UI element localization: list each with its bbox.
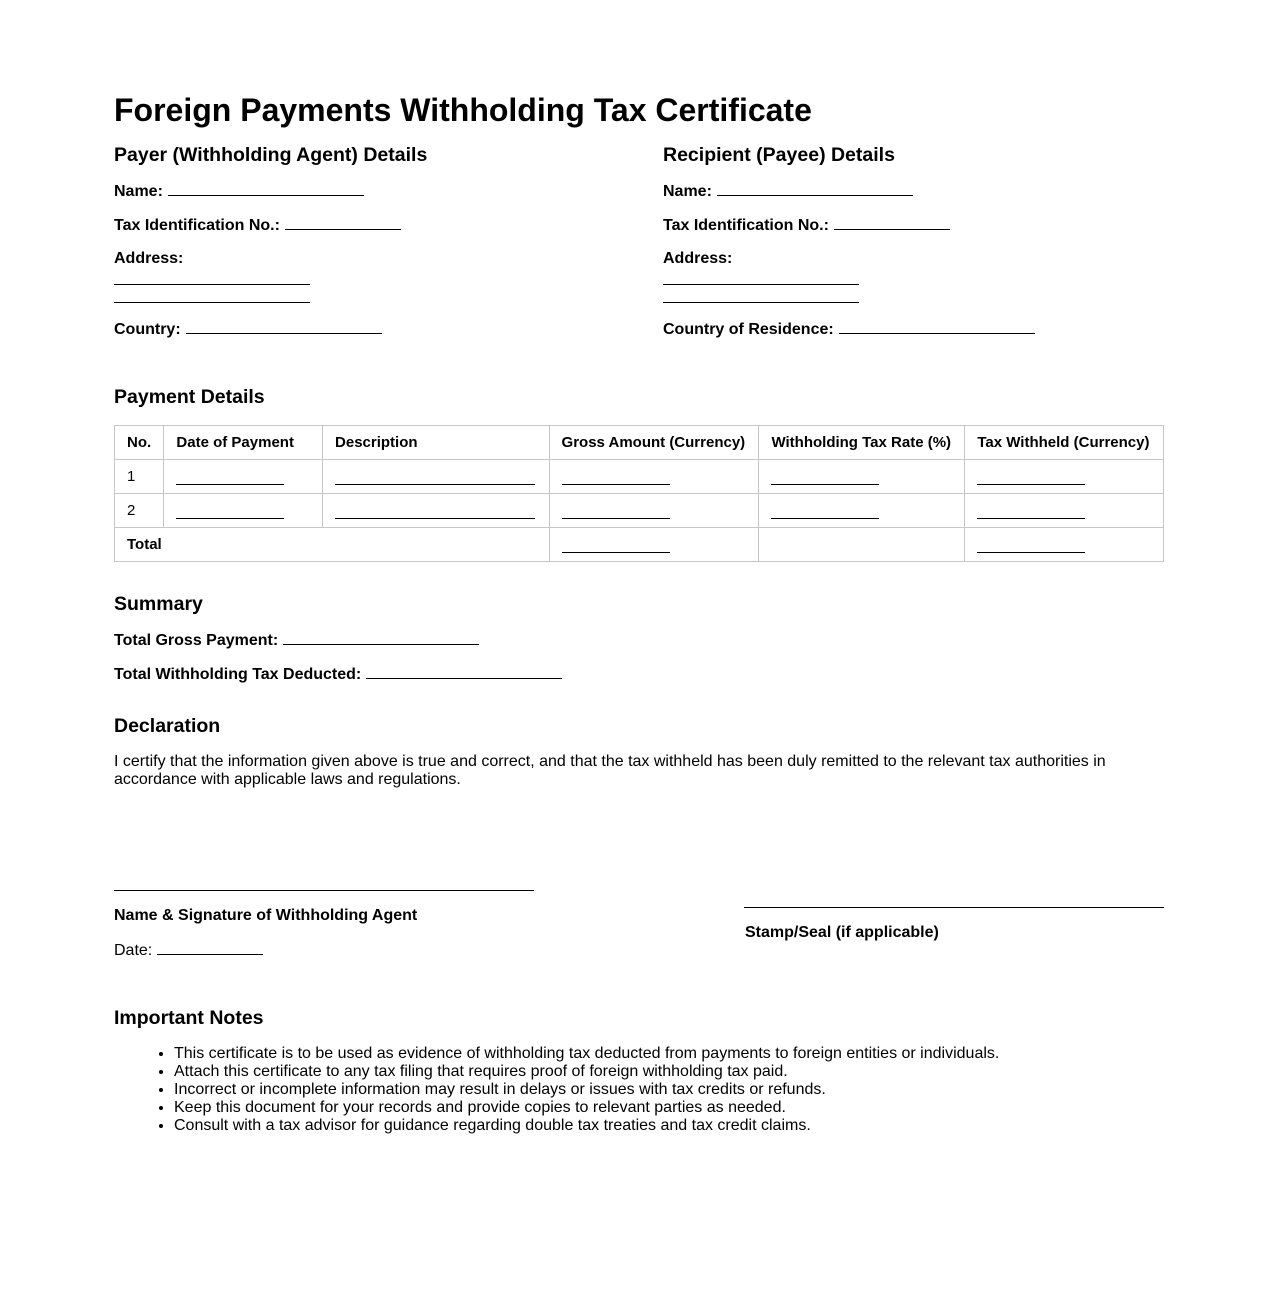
signature-label: Name & Signature of Withholding Agent	[114, 907, 418, 924]
tax-withheld-cell	[965, 460, 1164, 494]
tax-rate-input[interactable]	[771, 470, 879, 485]
list-item: • Keep this document for your records and provide copies to relevant parties as needed.	[174, 1099, 1174, 1117]
stamp-label: Stamp/Seal (if applicable)	[745, 924, 939, 941]
date-cell	[164, 494, 323, 528]
recipient-country-field	[663, 319, 1035, 340]
recipient-tin-field	[663, 215, 950, 236]
gross-amount-cell	[549, 460, 759, 494]
total-gross-field	[114, 630, 479, 651]
total-gross-label: Total Gross Payment:	[114, 632, 279, 649]
declaration-text: I certify that the information given above is true and correct, and that the tax withheld has been duly remitted to the relevant tax authorities in accordance with applicable laws and regulations.	[114, 753, 1106, 788]
date-input[interactable]	[157, 940, 263, 955]
column-header-date: Date of Payment	[164, 426, 323, 460]
payment-heading: Payment Details	[114, 386, 265, 408]
tax-rate-cell	[759, 494, 965, 528]
declaration-heading: Declaration	[114, 715, 221, 737]
date-label: Date:	[114, 942, 153, 959]
recipient-name-field	[663, 181, 913, 202]
signature-line[interactable]	[114, 890, 534, 891]
tax-withheld-input[interactable]	[977, 504, 1085, 519]
row-number: 2	[115, 494, 164, 528]
total-withholding-input[interactable]	[366, 664, 562, 679]
payer-name-field	[114, 181, 364, 202]
column-header-description: Description	[323, 426, 550, 460]
recipient-tin-input[interactable]	[834, 215, 950, 230]
recipient-address-line-1[interactable]	[663, 284, 859, 285]
payer-country-label: Country:	[114, 321, 181, 338]
column-header-no: No.	[115, 426, 164, 460]
description-input[interactable]	[335, 504, 535, 519]
description-cell	[323, 460, 550, 494]
recipient-tin-label: Tax Identification No.:	[663, 217, 829, 234]
recipient-name-label: Name:	[663, 183, 712, 200]
list-item: • Incorrect or incomplete information may result in delays or issues with tax credits or refunds.	[174, 1081, 1174, 1099]
summary-heading: Summary	[114, 593, 203, 615]
recipient-address-line-2[interactable]	[663, 302, 859, 303]
total-gross-payment-input[interactable]	[283, 630, 479, 645]
payer-tin-input[interactable]	[285, 215, 401, 230]
recipient-address-label: Address:	[663, 250, 733, 267]
total-withheld-input[interactable]	[977, 538, 1085, 553]
gross-amount-input[interactable]	[562, 504, 670, 519]
total-withholding-field	[114, 664, 562, 685]
table-header-row	[115, 426, 1164, 460]
total-gross-cell	[549, 528, 759, 562]
description-input[interactable]	[335, 470, 535, 485]
row-number: 1	[115, 460, 164, 494]
payer-tin-label: Tax Identification No.:	[114, 217, 280, 234]
total-withholding-label: Total Withholding Tax Deducted:	[114, 666, 362, 683]
description-cell	[323, 494, 550, 528]
column-header-tax-rate: Withholding Tax Rate (%)	[759, 426, 965, 460]
tax-withheld-input[interactable]	[977, 470, 1085, 485]
payer-address-label: Address:	[114, 250, 184, 267]
total-row	[115, 528, 1164, 562]
payer-country-input[interactable]	[186, 319, 382, 334]
payer-name-input[interactable]	[168, 181, 364, 196]
stamp-line[interactable]	[744, 907, 1164, 908]
payer-heading: Payer (Withholding Agent) Details	[114, 144, 428, 166]
total-gross-input[interactable]	[562, 538, 670, 553]
tax-withheld-cell	[965, 494, 1164, 528]
payer-country-field	[114, 319, 382, 340]
column-header-tax-withheld: Tax Withheld (Currency)	[965, 426, 1164, 460]
notes-list	[114, 1045, 1174, 1135]
recipient-name-input[interactable]	[717, 181, 913, 196]
column-header-gross-amount: Gross Amount (Currency)	[549, 426, 759, 460]
list-item: • Attach this certificate to any tax filing that requires proof of foreign withholding tax paid.	[174, 1063, 1174, 1081]
list-item: • Consult with a tax advisor for guidance regarding double tax treaties and tax credit claims.	[174, 1117, 1174, 1135]
table-row	[115, 460, 1164, 494]
gross-amount-input[interactable]	[562, 470, 670, 485]
recipient-country-label: Country of Residence:	[663, 321, 834, 338]
recipient-country-input[interactable]	[839, 319, 1035, 334]
tax-rate-input[interactable]	[771, 504, 879, 519]
payment-table	[114, 425, 1164, 562]
table-row	[115, 494, 1164, 528]
notes-heading: Important Notes	[114, 1007, 264, 1029]
date-field	[114, 940, 263, 961]
payer-tin-field	[114, 215, 401, 236]
total-withheld-cell	[965, 528, 1164, 562]
gross-amount-cell	[549, 494, 759, 528]
list-item: • This certificate is to be used as evidence of withholding tax deducted from payments to foreign entities or individuals.	[174, 1045, 1174, 1063]
date-input[interactable]	[176, 470, 284, 485]
tax-rate-cell	[759, 460, 965, 494]
date-cell	[164, 460, 323, 494]
payer-address-line-2[interactable]	[114, 302, 310, 303]
date-input[interactable]	[176, 504, 284, 519]
document-title: Foreign Payments Withholding Tax Certificate	[114, 92, 812, 128]
payer-name-label: Name:	[114, 183, 163, 200]
total-rate-cell	[759, 528, 965, 562]
total-label: Total	[115, 528, 550, 562]
recipient-heading: Recipient (Payee) Details	[663, 144, 895, 166]
payer-address-line-1[interactable]	[114, 284, 310, 285]
